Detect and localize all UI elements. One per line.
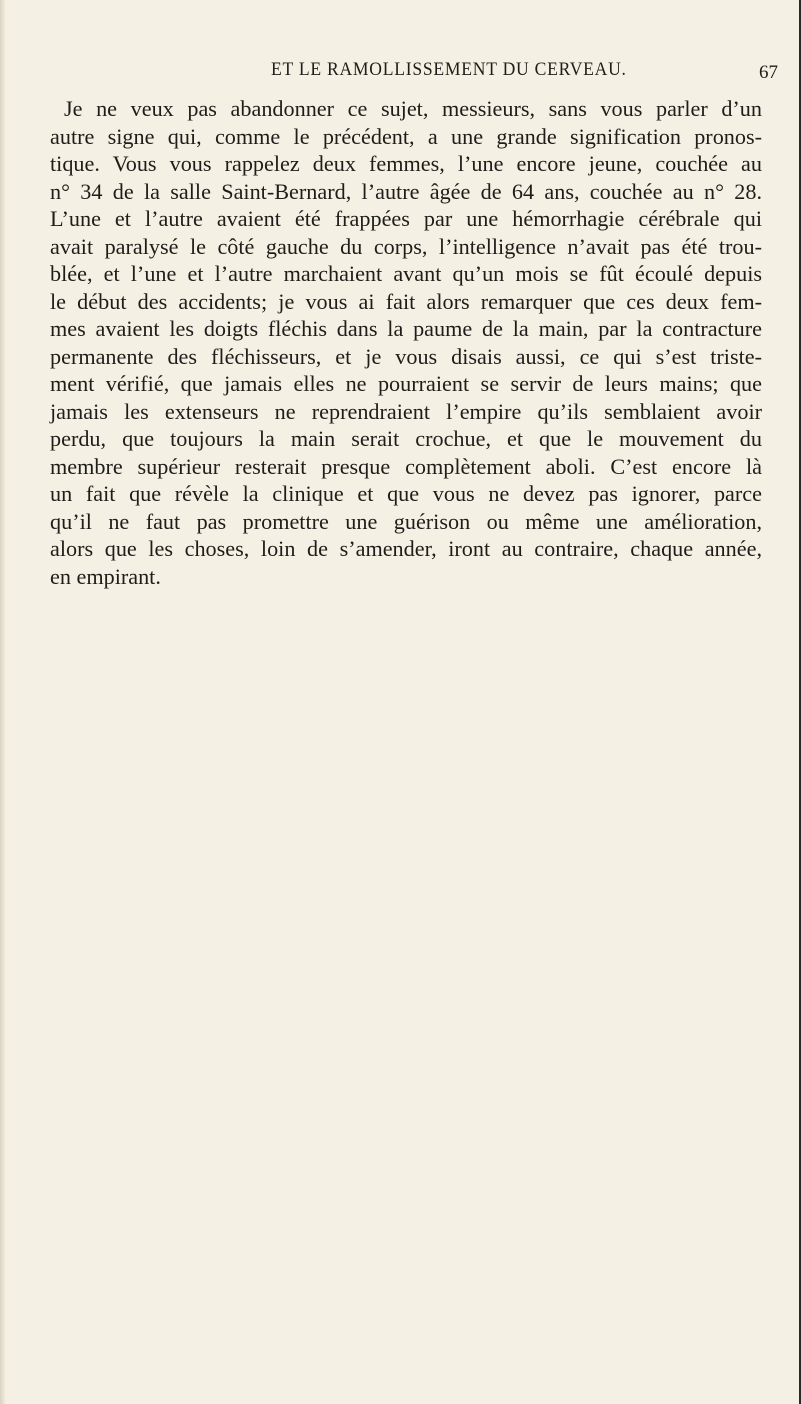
text-line: mes avaient les doigts fléchis dans la paume de la main, par la contracture (50, 316, 762, 341)
text-line: en empirant. (50, 563, 161, 589)
page-header (0, 60, 801, 90)
text-line: ment vérifié, que jamais elles ne pourraient se servir de leurs mains; que (50, 371, 762, 396)
text-line: membre supérieur resterait presque complètement aboli. C’est encore là (50, 453, 762, 479)
running-head: ET LE RAMOLLISSEMENT DU CERVEAU. (271, 60, 627, 80)
text-line: L’une et l’autre avaient été frappées par une hémorrhagie cérébrale qui (50, 206, 762, 231)
page-gutter-shadow (0, 0, 6, 1404)
text-line: Je ne veux pas abandonner ce sujet, messieurs, sans vous parler d’un (64, 96, 762, 121)
text-line: qu’il ne faut pas promettre une guérison ou même une amélioration, (50, 508, 762, 534)
page-number: 67 (759, 62, 778, 83)
text-line: autre signe qui, comme le précédent, a une grande signification pronos- (50, 123, 762, 149)
text-line: jamais les extenseurs ne reprendraient l’empire qu’ils semblaient avoir (50, 398, 762, 424)
text-line: tique. Vous vous rappelez deux femmes, l’une encore jeune, couchée au (50, 151, 762, 176)
text-line: blée, et l’une et l’autre marchaient avant qu’un mois se fût écoulé depuis (50, 261, 762, 286)
text-line: n° 34 de la salle Saint-Bernard, l’autre âgée de 64 ans, couchée au n° 28. (50, 178, 762, 204)
text-line: avait paralysé le côté gauche du corps, l’intelligence n’avait pas été trou- (50, 233, 762, 259)
body-paragraph (50, 95, 762, 590)
text-line: perdu, que toujours la main serait crochue, et que le mouvement du (50, 426, 762, 451)
text-line: alors que les choses, loin de s’amender, iront au contraire, chaque année, (50, 536, 762, 561)
text-line: un fait que révèle la clinique et que vous ne devez pas ignorer, parce (50, 481, 762, 506)
text-line: le début des accidents; je vous ai fait alors remarquer que ces deux fem- (50, 288, 762, 314)
text-line: permanente des fléchisseurs, et je vous disais aussi, ce qui s’est triste- (50, 343, 762, 369)
